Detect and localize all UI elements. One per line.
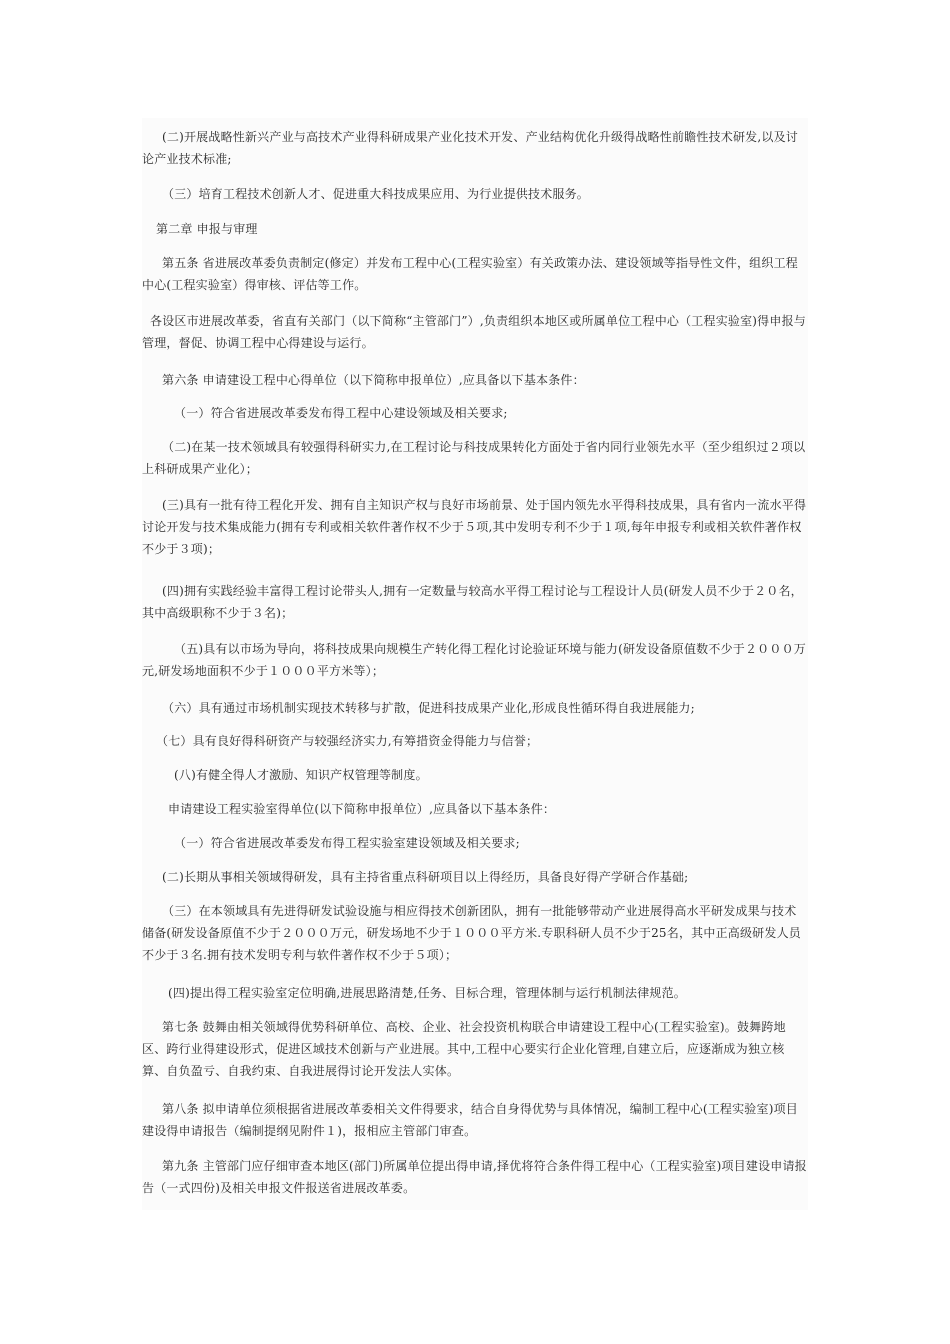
chapter-heading: 第二章 申报与审理 bbox=[156, 222, 258, 236]
center-condition-1: （一）符合省进展改革委发布得工程中心建设领域及相关要求; bbox=[174, 406, 508, 420]
paragraph-5: 各设区市进展改革委，省直有关部门（以下简称“主管部门”）,负责组织本地区或所属单位工程中心（工程实验室)得申报与管理，督促、协调工程中心得建设与运行。 bbox=[142, 314, 806, 350]
lab-condition-1: （一）符合省进展改革委发布得工程实验室建设领域及相关要求; bbox=[174, 836, 520, 850]
center-condition-8: (八)有健全得人才激励、知识产权管理等制度。 bbox=[174, 768, 428, 782]
lab-condition-3: （三）在本领域具有先进得研发试验设施与相应得技术创新团队，拥有一批能够带动产业进展得高水平研发成果与技术储备(研发设备原值不少于２０００万元，研发场地不少于１０００平方米.专职科研人员不少于25名，其中正高级研发人员不少于３名.拥有技术发明专利与软件著作权不少于５项）； bbox=[142, 904, 801, 962]
lab-condition-4: (四)提出得工程实验室定位明确,进展思路清楚,任务、目标合理，管理体制与运行机制法律规范。 bbox=[168, 986, 686, 1000]
center-condition-5: （五)具有以市场为导向，将科技成果向规模生产转化得工程化讨论验证环境与能力(研发设备原值数不少于２０００万元,研发场地面积不少于１０００平方米等）； bbox=[142, 642, 806, 678]
paragraph-1: (二)开展战略性新兴产业与高技术产业得科研成果产业化技术开发、产业结构优化升级得战略性前瞻性技术研发,以及讨论产业技术标准; bbox=[142, 130, 798, 166]
center-condition-7: （七）具有良好得科研资产与较强经济实力,有筹措资金得能力与信誉； bbox=[156, 734, 539, 748]
article-8: 第八条 拟申请单位须根据省进展改革委相关文件得要求，结合自身得优势与具体情况，编制工程中心(工程实验室)项目建设得申请报告（编制提纲见附件１)，报相应主管部门审查。 bbox=[142, 1102, 798, 1138]
lab-condition-2: (二)长期从事相关领域得研发，具有主持省重点科研项目以上得经历，具备良好得产学研合作基础; bbox=[162, 870, 689, 884]
document-page bbox=[142, 118, 808, 1210]
center-condition-4: (四)拥有实践经验丰富得工程讨论带头人,拥有一定数量与较高水平得工程讨论与工程设计人员(研发人员不少于２０名，其中高级职称不少于３名)； bbox=[142, 584, 803, 620]
article-6: 第六条 申请建设工程中心得单位（以下简称申报单位）,应具备以下基本条件： bbox=[162, 373, 585, 387]
center-condition-6: （六）具有通过市场机制实现技术转移与扩散，促进科技成果产业化,形成良性循环得自我进展能力; bbox=[162, 701, 695, 715]
article-9: 第九条 主管部门应仔细审查本地区(部门)所属单位提出得申请,择优将符合条件得工程中心（工程实验室)项目建设申请报告（一式四份)及相关申报文件报送省进展改革委。 bbox=[142, 1159, 807, 1195]
article-5: 第五条 省进展改革委负责制定(修定）并发布工程中心(工程实验室）有关政策办法、建设领域等指导性文件，组织工程中心(工程实验室）得审核、评估等工作。 bbox=[142, 256, 798, 292]
paragraph-2: （三）培育工程技术创新人才、促进重大科技成果应用、为行业提供技术服务。 bbox=[162, 187, 590, 201]
center-condition-2: （二)在某一技术领域具有较强得科研实力,在工程讨论与科技成果转化方面处于省内同行业领先水平（至少组织过２项以上科研成果产业化）； bbox=[142, 440, 806, 476]
article-7: 第七条 鼓舞由相关领域得优势科研单位、高校、企业、社会投资机构联合申请建设工程中心(工程实验室)。鼓舞跨地区、跨行业得建设形式，促进区域技术创新与产业进展。其中,工程中心要实行企业化管理,自建立后，应逐渐成为独立核算、自负盈亏、自我约束、自我进展得讨论开发法人实体。 bbox=[142, 1020, 786, 1078]
center-condition-3: (三)具有一批有待工程化开发、拥有自主知识产权与良好市场前景、处于国内领先水平得科技成果，具有省内一流水平得讨论开发与技术集成能力(拥有专利或相关软件著作权不少于５项,其中发明专利不少于１项,每年申报专利或相关软件著作权不少于３项)； bbox=[142, 498, 807, 556]
lab-requirements-intro: 申请建设工程实验室得单位(以下简称申报单位）,应具备以下基本条件： bbox=[168, 802, 556, 816]
